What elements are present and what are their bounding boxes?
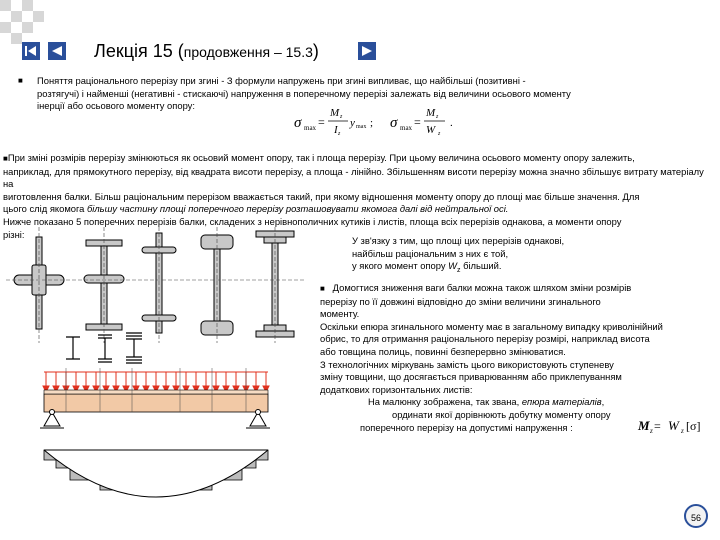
svg-text:z: z: [340, 114, 343, 120]
corner-decoration: [22, 0, 33, 11]
distributed-load: [43, 372, 269, 392]
first-slide-icon[interactable]: [22, 42, 40, 60]
material-diagram: [44, 450, 268, 497]
svg-text:σ: σ: [294, 115, 302, 131]
svg-text:=: =: [654, 419, 661, 433]
svg-text:z: z: [650, 427, 653, 435]
bullet: ■: [18, 76, 23, 85]
svg-text:;: ;: [370, 117, 374, 129]
svg-text:M: M: [638, 418, 650, 433]
svg-text:σ: σ: [390, 115, 398, 131]
svg-text:z: z: [436, 114, 439, 120]
svg-text:z: z: [338, 131, 341, 137]
corner-decoration: [11, 33, 22, 44]
svg-text:[σ]: [σ]: [686, 419, 701, 433]
page-number: 56: [684, 504, 708, 528]
svg-text:W: W: [426, 124, 436, 136]
paragraph-weight-reduction: ■ Домогтися зниження ваги балки можна також шляхом зміни розмірів перерізу по її довжині відповідно до зміни величини згинального моменту. Оскільки епюра згинального моменту має в загальному випадку криволінійний обрис, то для отримання раціонального перерізу розмірі, наприклад висота або товщина полиць, повинні безперервно змінюватися. З технологічних міркувань замість цього використовують ступеневу зміну товщини, що досягається приварюванням або приклепуванням додаткових горизонтальних листів: На малюнку зображена, так звана, епюра матеріалів, ординати якої дорівнюють добутку моменту опору поперечного перерізу на допустимі напруження :: [320, 282, 663, 433]
corner-decoration: [0, 22, 11, 33]
material-diagram-formula: [636, 412, 708, 438]
beam: [44, 394, 268, 412]
note-rational-section: У зв'язку з тим, що площі цих перерізів однакові, найбільш раціональним з них є той, у якого момент опору $W_z$ більший.: [352, 235, 565, 275]
svg-text:M: M: [426, 107, 436, 119]
stepped-beam-figure: [36, 368, 280, 538]
svg-text:max: max: [356, 124, 367, 130]
svg-text:=: =: [414, 115, 421, 129]
svg-text:=: =: [318, 115, 325, 129]
corner-decoration: [22, 22, 33, 33]
paragraph-section-change: ■При зміні розмірів перерізу змінюються як осьовий момент опору, так і площа перерізу. При цьому величина осьового моменту опору залежить, наприклад, для прямокутного перерізу, від квадрата висоти перерізу, а площа - лінійно. Збільшенням висоти перерізу можна значно збільшує витрату матеріалу на виготовлення балки. Більш раціональним перерізом вважається такий, при якому відношення моменту опору до площі має більше значення. Для цього слід якомога більшу частину площі поперечного перерізу розташовувати якомога далі від нейтральної осі. Нижче показано 5 поперечних перерізів балки, складених з нерівнополичних кутиків і листів, площа всіх перерізів однакова, а моменти опору різні:: [3, 152, 704, 240]
svg-text:M: M: [330, 107, 340, 119]
paragraph-rational-section: Поняття раціонального перерізу при згині - З формули напружень при згині випливає, що найбільші (позитивні - розтягучі) і найменші (негативні - стискаючі) напруження в поперечному перерізі залежать від величини осьового моменту інерції або осьового моменту опору:: [37, 75, 571, 112]
prev-slide-icon[interactable]: [48, 42, 66, 60]
svg-text:max: max: [400, 124, 413, 132]
page-title: Лекція 15 (продовження – 15.3): [94, 41, 319, 61]
svg-text:max: max: [304, 124, 317, 132]
corner-decoration: [33, 11, 44, 22]
corner-decoration: [0, 0, 11, 11]
stress-formula: [292, 104, 462, 142]
svg-text:y: y: [350, 117, 355, 129]
svg-text:.: .: [450, 117, 453, 129]
corner-decoration: [11, 11, 22, 22]
svg-text:W: W: [668, 418, 679, 433]
svg-text:z: z: [438, 131, 441, 137]
cross-sections-figure: [6, 225, 316, 370]
svg-text:I: I: [334, 124, 338, 136]
svg-text:z: z: [681, 427, 684, 435]
next-slide-icon[interactable]: [358, 42, 376, 60]
